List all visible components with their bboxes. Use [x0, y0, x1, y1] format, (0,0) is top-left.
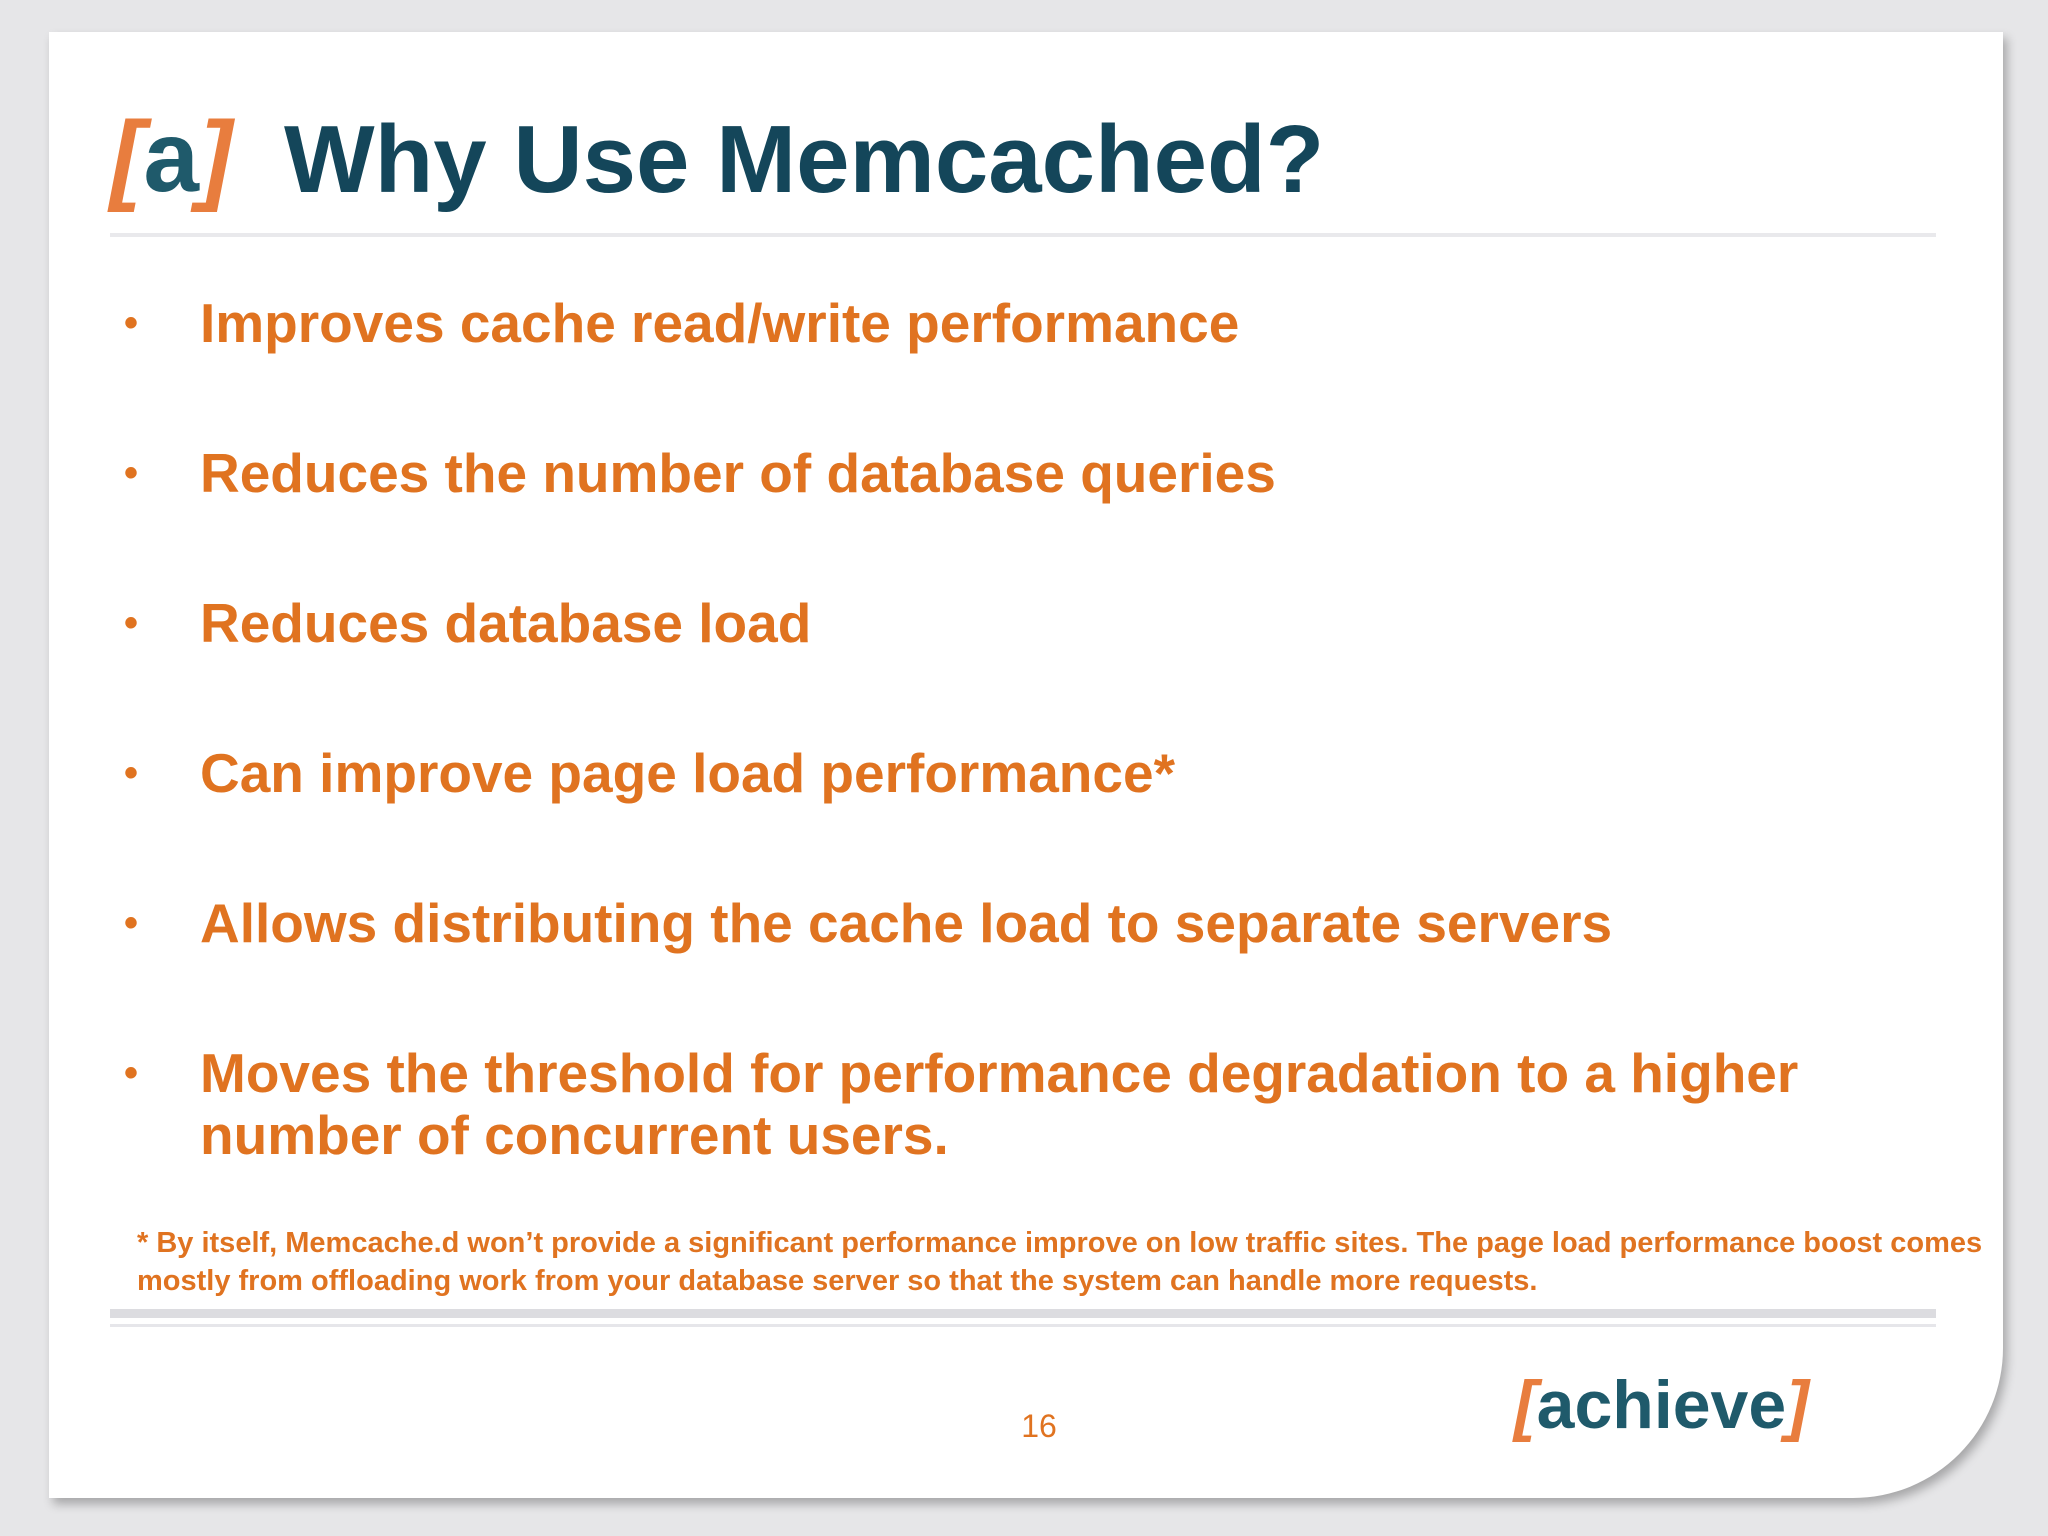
bullet-text: Moves the threshold for performance degradation to a higher number of concurrent users. [200, 1042, 1799, 1166]
slide-title: Why Use Memcached? [284, 106, 1325, 213]
bullet-text: Can improve page load performance* [200, 742, 1175, 804]
footer-divider [110, 1309, 1936, 1318]
bullet-item [124, 1042, 1954, 1166]
bullet-list [124, 292, 1954, 1166]
achieve-logo [1514, 1350, 1809, 1460]
bullet-text: Improves cache read/write performance [200, 292, 1240, 354]
brand-logo [110, 92, 232, 222]
bullet-text: Reduces the number of database queries [200, 442, 1276, 504]
achieve-word: achieve [1536, 1367, 1787, 1443]
logo-bracket-close: ] [198, 101, 233, 213]
bullet-dot: • [124, 1051, 139, 1095]
bullet-text: Reduces database load [200, 592, 812, 654]
footnote: * By itself, Memcache.d won’t provide a significant performance improve on low traffic sites. The page load performance boost comes mostly from offloading work from your database server so that the system can handle more requests. [137, 1227, 1983, 1297]
bullet-dot: • [124, 751, 139, 795]
bullet-item [124, 892, 1954, 954]
bullet-text: Allows distributing the cache load to separate servers [200, 892, 1613, 954]
bullet-item [124, 592, 1954, 654]
bullet-item [124, 292, 1954, 354]
page-number: 16 [1021, 1408, 1057, 1444]
bullet-item [124, 742, 1954, 804]
achieve-bracket-close: ] [1786, 1367, 1809, 1443]
bullet-dot: • [124, 601, 139, 645]
bullet-dot: • [124, 901, 139, 945]
slide [49, 32, 2003, 1498]
title-divider [110, 233, 1936, 237]
bullet-dot: • [124, 451, 139, 495]
logo-letter: a [143, 101, 199, 213]
logo-bracket-open: [ [110, 101, 144, 213]
bullet-item [124, 442, 1954, 504]
bullet-dot: • [124, 301, 139, 345]
achieve-bracket-open: [ [1514, 1367, 1537, 1443]
footer-divider-thin [110, 1324, 1936, 1327]
